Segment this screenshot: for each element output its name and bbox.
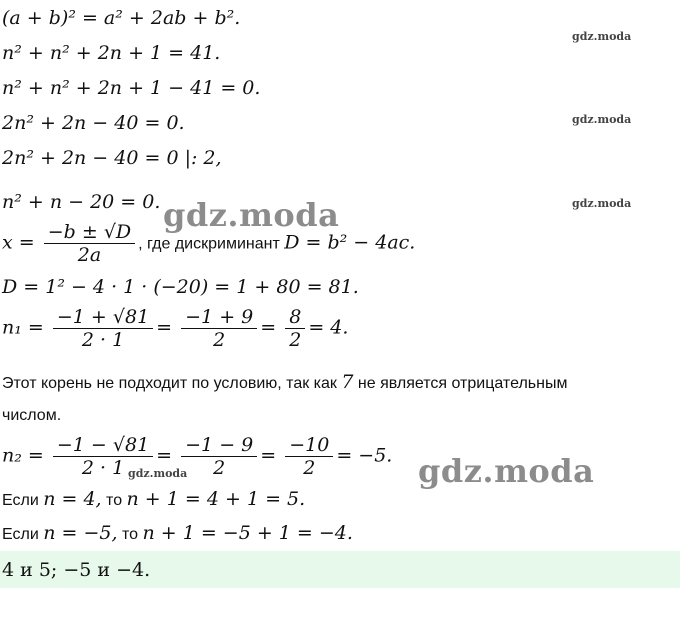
check-result: n + 1 = −5 + 1 = −4. [142,522,353,544]
equation-line-2: n² + n² + 2n + 1 = 41. [2,42,221,64]
quadratic-formula-lhs: x = [2,231,35,254]
equation-line-6: n² + n − 20 = 0. [2,191,161,213]
root-1-value: = 4. [308,316,349,339]
discriminant-formula: D = b² − 4ac. [284,231,416,254]
root-1-fraction-1 [53,306,153,351]
root-2-fraction-3 [285,434,333,479]
answer-text: 4 и 5; −5 и −4. [2,559,151,581]
fraction-numerator: −1 − √81 [53,434,153,457]
equation-line-3: n² + n² + 2n + 1 − 41 = 0. [2,77,261,99]
discriminant-calculation: D = 1² − 4 · 1 · (−20) = 1 + 80 = 81. [2,276,359,298]
check-line-1 [2,487,305,513]
watermark-small: gdz.moda [128,467,188,480]
check-if: Если [2,492,44,509]
fraction-denominator: 2 [213,329,226,351]
formula-square-of-sum: (a + b)² = a² + 2ab + b². [2,7,241,29]
check-if: Если [2,526,44,543]
comment-line-1 [2,370,567,396]
quadratic-formula-fraction [44,221,135,266]
comment-line-2: числом. [2,407,62,424]
fraction-denominator: 2 · 1 [81,457,125,479]
root-2-value: = −5. [336,444,393,467]
comment-text-tail: не является отрицательным [353,375,568,392]
fraction-numerator: 8 [285,306,305,329]
fraction-denominator: 2 · 1 [81,329,125,351]
quadratic-formula-line [2,221,415,266]
equation-line-5: 2n² + 2n − 40 = 0 |: 2, [2,147,222,169]
comment-text: Этот корень не подходит по условию, так как [2,375,342,392]
root-1-fraction-3 [285,306,305,351]
watermark-large: gdz.moda [163,196,340,234]
watermark-small: gdz.moda [572,30,632,43]
root-1-line: n₁ = $\frac{-1 + √81}{2 \cdot 1}$ = $\frac{-1 + 9}{2}$ = $\frac{8}{2}$ = 4. [2,306,349,351]
fraction-numerator: −1 − 9 [181,434,257,457]
check-condition: n = 4, [43,488,102,510]
root-2-lhs: n₂ = [2,444,44,467]
answer-box [0,551,680,588]
discriminant-text: , где дискриминант [138,235,285,253]
root-2-fraction-2 [181,434,257,479]
root-2-line: n₂ = $\frac{-1 - √81}{2 \cdot 1}$ = $\frac{-1 - 9}{2}$ = $\frac{-10}{2}$ = −5. [2,434,393,479]
check-result: n + 1 = 4 + 1 = 5. [126,488,306,510]
fraction-denominator: 2a [77,244,102,266]
root-1-lhs: n₁ = [2,316,44,339]
fraction-numerator: −b ± √D [44,221,135,244]
check-condition: n = −5, [43,522,118,544]
fraction-denominator: 2 [303,457,316,479]
fraction-denominator: 2 [213,457,226,479]
equation-line-4: 2n² + 2n − 40 = 0. [2,112,185,134]
root-2-fraction-1 [53,434,153,479]
fraction-numerator: −1 + 9 [181,306,257,329]
comment-number: 7 [341,371,354,393]
root-1-fraction-2 [181,306,257,351]
fraction-numerator: −1 + √81 [53,306,153,329]
check-then: то [117,526,143,543]
watermark-small: gdz.moda [572,113,632,126]
check-then: то [101,492,127,509]
watermark-large: gdz.moda [418,452,595,490]
fraction-denominator: 2 [289,329,302,351]
fraction-numerator: −10 [285,434,333,457]
check-line-2 [2,521,353,547]
watermark-small: gdz.moda [572,197,632,210]
